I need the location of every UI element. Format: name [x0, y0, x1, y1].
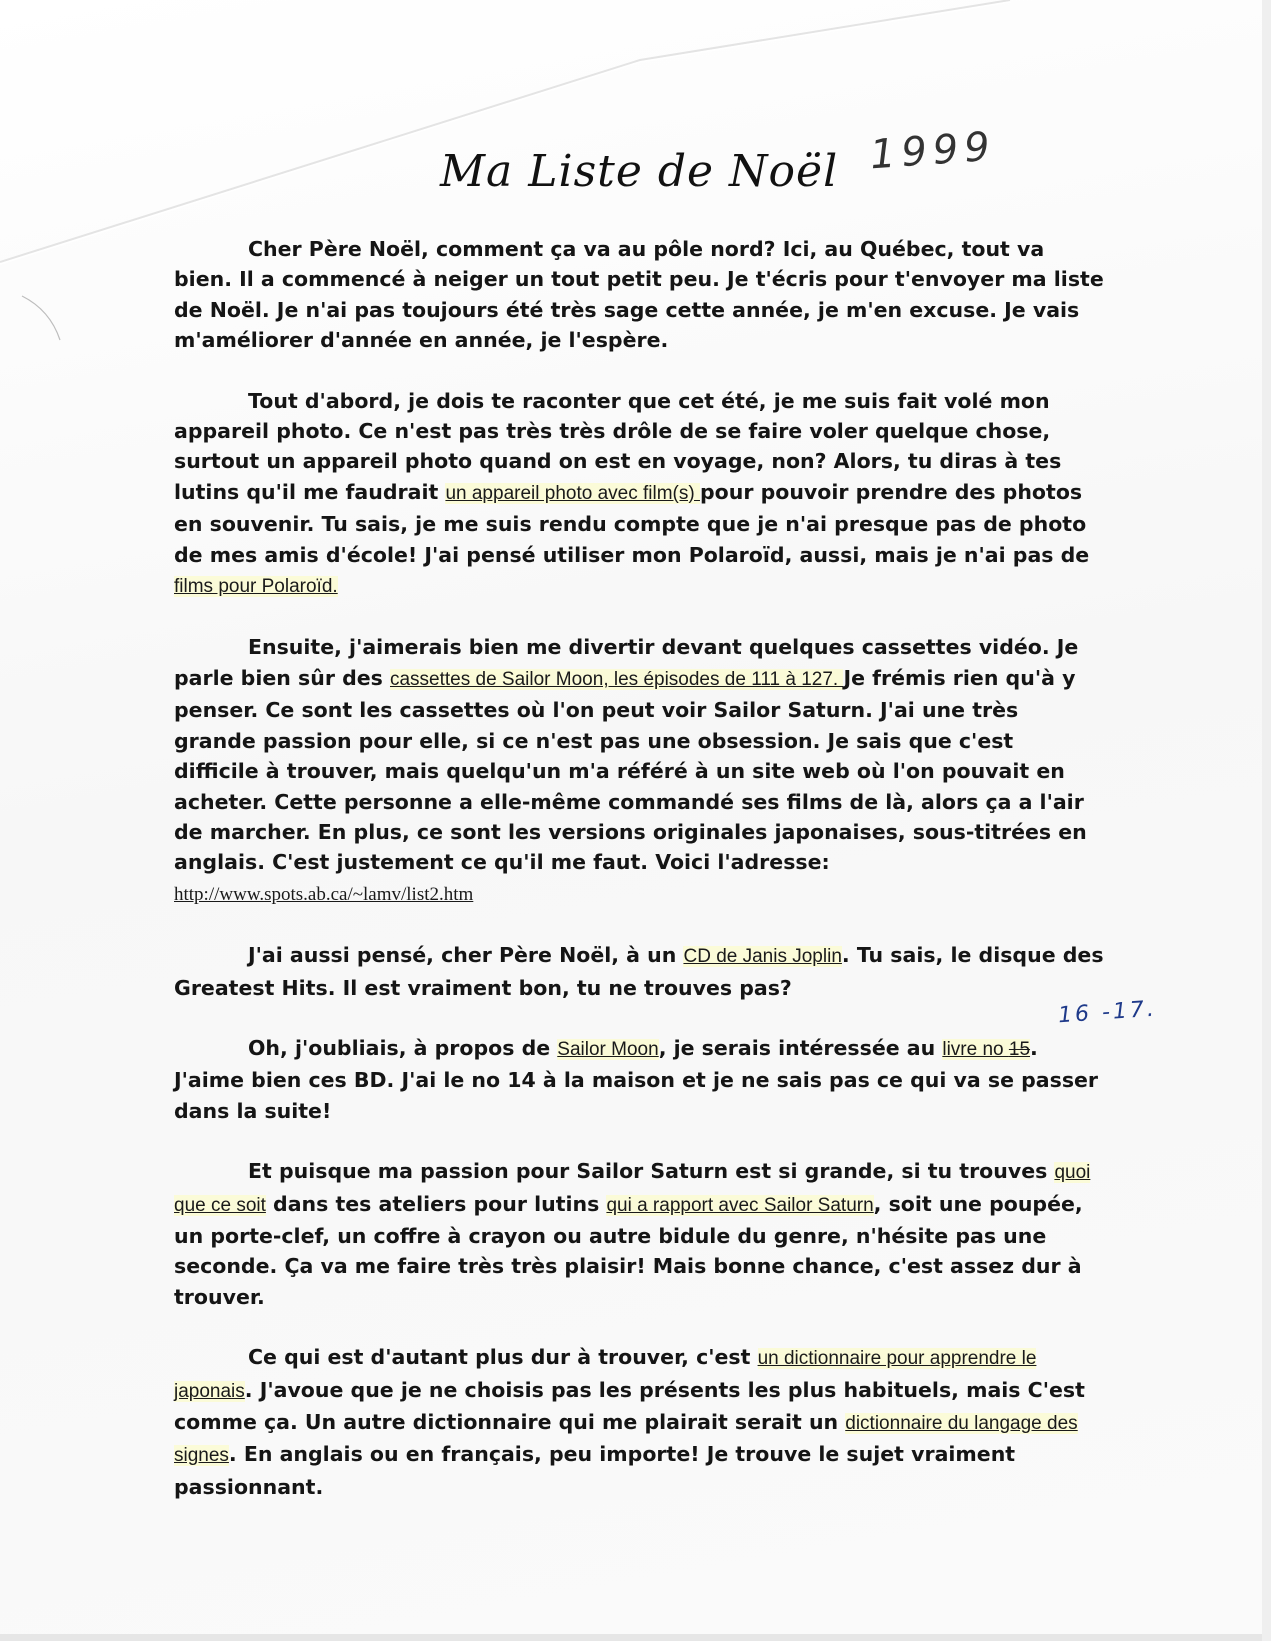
- paragraph-text: , soit une poupée, un porte-clef, un coffre à crayon ou autre bidule du genre, n'hésite pas une seconde. Ça va me faire très très plaisir! Mais bonne chance, c'est assez dur à trouver.: [174, 1191, 1083, 1309]
- letter-body: [174, 234, 1104, 1532]
- paragraph-text: J'ai aussi pensé, cher Père Noël, à un: [248, 943, 684, 968]
- letter-paragraph: [174, 632, 1104, 910]
- wish-item-highlight: un dictionnaire pour apprendre le japonais: [174, 1348, 1037, 1402]
- letter-paragraph: [174, 1033, 1104, 1126]
- page-title: Ma Liste de Noël: [440, 146, 839, 197]
- wish-item-highlight: 15: [1008, 1038, 1031, 1060]
- letter-paragraph: [174, 386, 1104, 603]
- paragraph-text: Oh, j'oubliais, à propos de: [248, 1035, 558, 1060]
- handwritten-year: 1999: [868, 123, 998, 179]
- paragraph-text: dans tes ateliers pour lutins: [265, 1191, 607, 1216]
- wish-item-highlight: films pour Polaroïd.: [174, 576, 338, 598]
- handwritten-note: 16 -17.: [1057, 996, 1158, 1029]
- paragraph-text: . En anglais ou en français, peu importe! Je trouve le sujet vraiment passionnant.: [174, 1442, 1016, 1499]
- letter-paragraph: [174, 234, 1104, 356]
- wish-item-highlight: cassettes de Sailor Moon, les épisodes de 111 à 127.: [389, 668, 844, 690]
- paragraph-text: Cher Père Noël, comment ça va au pôle nord? Ici, au Québec, tout va bien. Il a commencé à neiger un tout petit peu. Je t'écris pour t'envoyer ma liste de Noël. Je n'ai pas toujours été très sage cette année, je m'en excuse. Je vais m'améliorer d'année en année, je l'espère.: [174, 237, 1104, 353]
- paragraph-text: Tout d'abord, je dois te raconter que cet été, je me suis fait volé mon appareil photo. Ce n'est pas très très drôle de se faire voler quelque chose, surtout un appareil photo quand on est en voyage, non? Alors, tu diras à tes lutins qu'il me faudrait: [174, 388, 1062, 504]
- scan-bottom-edge: [0, 1634, 1271, 1641]
- paragraph-text: Ensuite, j'aimerais bien me divertir devant quelques cassettes vidéo. Je parle bien sûr des: [174, 635, 1079, 690]
- paragraph-text: Et puisque ma passion pour Sailor Saturn est si grande, si tu trouves: [248, 1159, 1055, 1184]
- scan-right-edge: [1262, 0, 1271, 1641]
- wish-item-highlight: livre no: [942, 1038, 1009, 1060]
- wish-item-highlight: qui a rapport avec Sailor Saturn: [606, 1194, 874, 1216]
- wish-item-highlight: Sailor Moon: [557, 1038, 659, 1060]
- wish-item-highlight: dictionnaire du langage des signes: [174, 1413, 1078, 1467]
- paragraph-text: . J'aime bien ces BD. J'ai le no 14 à la maison et je ne sais pas ce qui va se passer dans la suite!: [174, 1035, 1099, 1123]
- letter-paragraph: [174, 1342, 1104, 1502]
- paragraph-text: pour pouvoir prendre des photos en souvenir. Tu sais, je me suis rendu compte que je n'ai presque pas de photo de mes amis d'école! J'ai pensé utiliser mon Polaroïd, aussi, mais je n'ai pas de: [174, 479, 1090, 567]
- letter-paragraph: [174, 1156, 1104, 1312]
- paragraph-text: , je serais intéressée au: [658, 1035, 943, 1060]
- paragraph-text: Ce qui est d'autant plus dur à trouver, c'est: [248, 1345, 758, 1370]
- paragraph-text: . J'avoue que je ne choisis pas les présents les plus habituels, mais C'est comme ça. Un autre dictionnaire qui me plairait serait un: [174, 1377, 1085, 1434]
- paragraph-text: Je frémis rien qu'à y penser. Ce sont les cassettes où l'on peut voir Sailor Saturn. J'ai une très grande passion pour elle, si ce n'est pas une obsession. Je sais que c'est difficile à trouver, mais quelqu'un m'a référé à un site web où l'on pouvait en acheter. Cette personne a elle-même commandé ses films de là, alors ça a l'air de marcher. En plus, ce sont les versions originales japonaises, sous-titrées en anglais. C'est justement ce qu'il me faut. Voici l'adresse:: [174, 665, 1087, 875]
- letter-paragraph: [174, 940, 1104, 1003]
- paragraph-text: . Tu sais, le disque des Greatest Hits. Il est vraiment bon, tu ne trouves pas?: [174, 943, 1104, 1000]
- wish-item-highlight: quoi que ce soit: [174, 1162, 1091, 1216]
- wish-item-highlight: CD de Janis Joplin: [683, 946, 842, 968]
- website-link[interactable]: http://www.spots.ab.ca/~lamv/list2.htm: [174, 883, 474, 905]
- wish-item-highlight: un appareil photo avec film(s): [445, 482, 700, 504]
